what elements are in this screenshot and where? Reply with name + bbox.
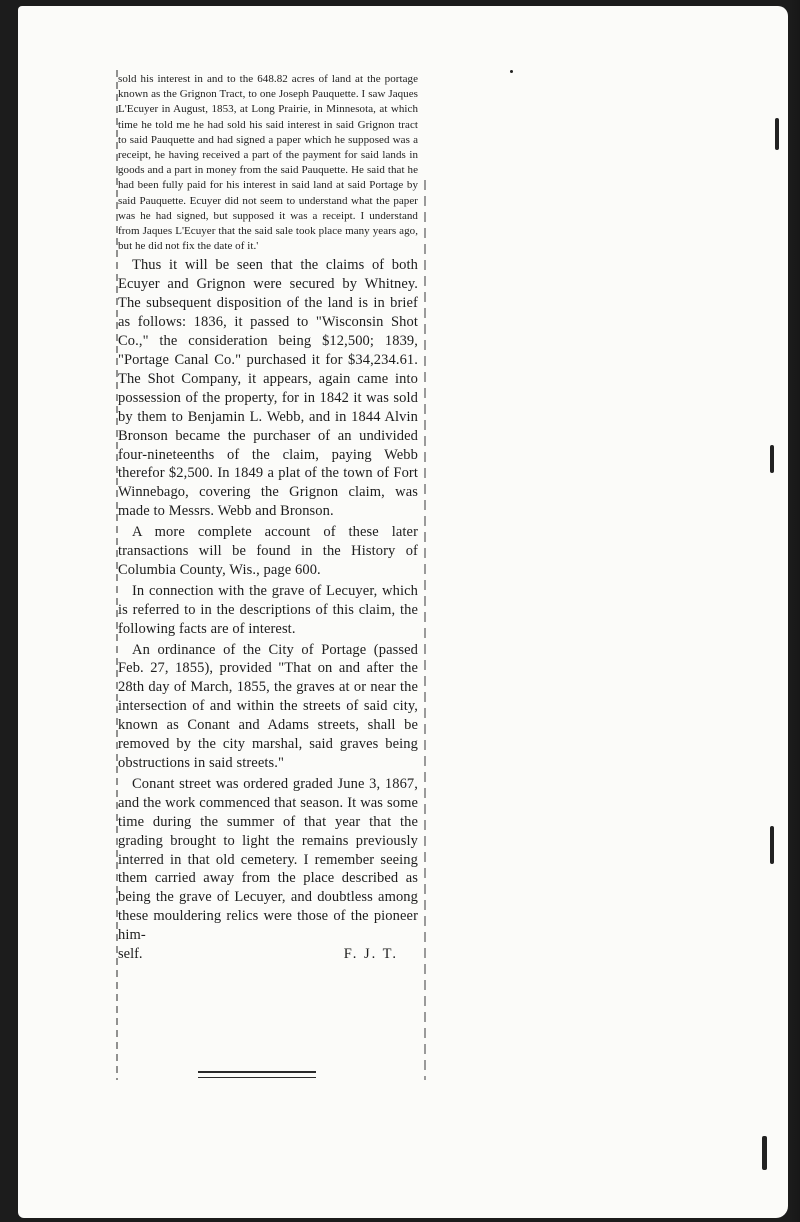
paragraph-conant-street: Conant street was ordered graded June 3, 1867, and the work commenced that season. It was some time during the summer of that year that the grading brought to light the remains previously interred in that old cemetery. I remember seeing them carried away from the place described as being the grave of Lecuyer, and doubtless among these mouldering relics were those of the pioneer him-	[118, 775, 418, 944]
signoff-line	[118, 945, 418, 964]
paragraph-grave-intro: In connection with the grave of Lecuyer, which is referred to in the descriptions of this claim, the following facts are of interest.	[118, 582, 418, 637]
closing-word: self.	[118, 946, 143, 963]
column-rule-right	[424, 180, 426, 1080]
margin-mark	[762, 1136, 767, 1170]
paragraph-disposition: Thus it will be seen that the claims of both Ecuyer and Grignon were secured by Whitney. The subsequent disposition of the land is in brief as follows: 1836, it passed to "Wisconsin Shot Co.," the consideration being $12,500; 1839, "Portage Canal Co." purchased it for $34,234.61. The Shot Company, it appears, again came into possession of the property, for in 1842 it was sold by them to Benjamin L. Webb, and in 1844 Alvin Bronson became the purchaser of an undivided four-nineteenths of the claim, paying Webb therefor $2,500. In 1849 a plat of the town of Fort Winnebago, covering the Grignon claim, was made to Messrs. Webb and Bronson.	[118, 257, 418, 520]
margin-mark	[770, 445, 774, 473]
paragraph-history-reference: A more complete account of these later transactions will be found in the History of Columbia County, Wis., page 600.	[118, 524, 418, 578]
paragraph-ordinance: An ordinance of the City of Portage (passed Feb. 27, 1855), provided "That on and after the 28th day of March, 1855, the graves at or near the intersection of and within the streets of said city, known as Conant and Adams streets, shall be removed by the city marshal, said graves being obstructions in said streets."	[118, 641, 418, 771]
quoted-affidavit: sold his interest in and to the 648.82 acres of land at the portage known as the Grignon Tract, to one Joseph Pauquette. I saw Jaques L'Ecuyer in August, 1853, at Long Prairie, in Minnesota, at which time he told me he had sold his said interest in said Grignon tract to said Pauquette and had signed a paper which he supposed was a receipt, he having received a part of the payment for said lands in goods and a part in money from the said Pauquette. He said that he had been fully paid for his interest in said land at said Portage by said Pauquette. Ecuyer did not seem to understand what the paper was he had signed, but supposed it was a receipt. I understand from Jaques L'Ecuyer that the said sale took place many years ago, but he did not fix the date of it.'	[118, 73, 418, 253]
author-signature: F. J. T.	[343, 946, 398, 963]
article-column	[118, 72, 418, 1077]
margin-speck	[510, 70, 513, 73]
margin-mark	[775, 118, 779, 150]
end-rule	[198, 1071, 316, 1078]
page-edge-shadow	[788, 0, 800, 1222]
margin-mark	[770, 826, 774, 864]
